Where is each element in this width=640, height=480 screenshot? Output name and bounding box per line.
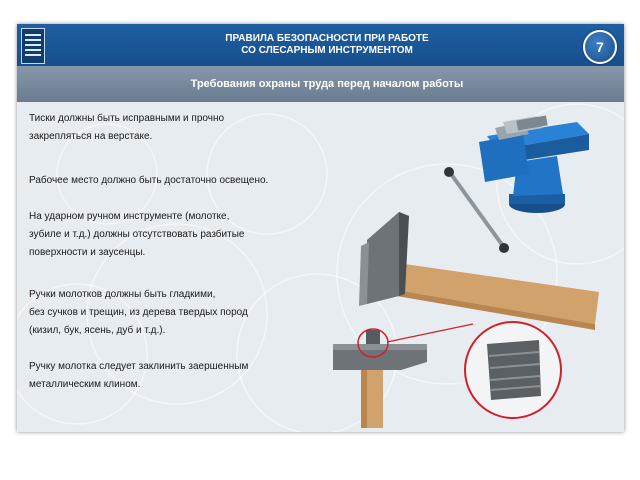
slide-number-badge: 7 xyxy=(583,30,617,64)
vise-icon xyxy=(444,115,589,253)
hammer-detail-icon xyxy=(333,324,473,428)
header-title-line1: ПРАВИЛА БЕЗОПАСНОСТИ ПРИ РАБОТЕ xyxy=(225,33,429,44)
text-line: без сучков и трещин, из дерева твердых пород xyxy=(29,307,248,318)
text-line: поверхности и заусенцы. xyxy=(29,247,146,258)
slide xyxy=(17,24,624,432)
text-line: закрепляться на верстаке. xyxy=(29,131,153,142)
subheader-title: Требования охраны труда перед началом работы xyxy=(190,78,464,90)
text-line: Ручку молотка следует заклинить заершенным xyxy=(29,361,249,372)
text-line: На ударном ручном инструменте (молотке, xyxy=(29,211,230,222)
illustrations xyxy=(17,24,624,432)
text-line: Ручки молотков должны быть гладкими, xyxy=(29,289,216,300)
hammer-icon xyxy=(359,212,599,330)
header-title-line2: СО СЛЕСАРНЫМ ИНСТРУМЕНТОМ xyxy=(241,45,413,56)
text-line: зубиле и т.д.) должны отсутствовать разбитые xyxy=(29,229,245,240)
wedge-detail-icon xyxy=(465,322,561,418)
text-line: Тиски должны быть исправными и прочно xyxy=(29,113,225,124)
text-line: (кизил, бук, ясень, дуб и т.д.). xyxy=(29,325,166,336)
text-line: Рабочее место должно быть достаточно освещено. xyxy=(29,175,269,186)
text-line: металлическим клином. xyxy=(29,379,141,390)
